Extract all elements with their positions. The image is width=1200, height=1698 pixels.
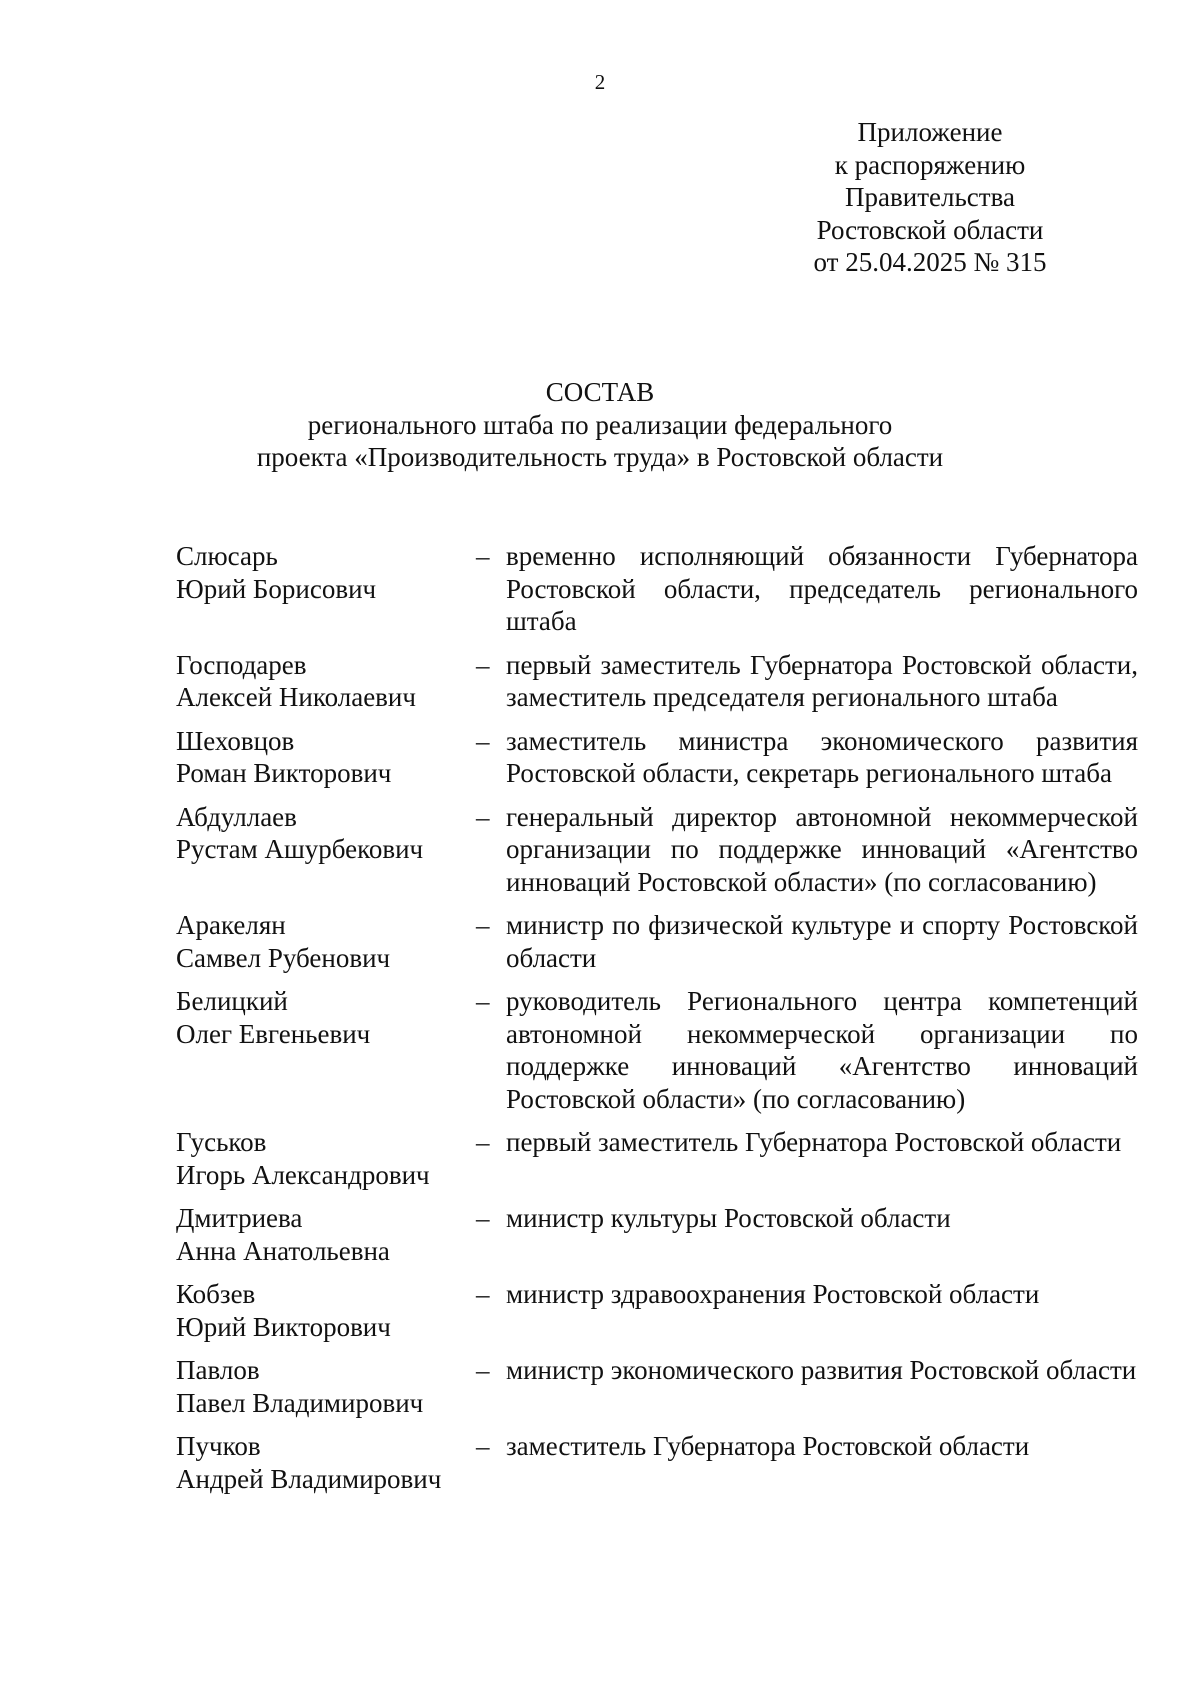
- member-given-name: Андрей Владимирович: [176, 1463, 442, 1494]
- appendix-line: к распоряжению: [834, 149, 1026, 180]
- member-given-name: Роман Викторович: [176, 758, 392, 788]
- member-row: [176, 540, 1138, 638]
- member-name: [176, 909, 476, 974]
- member-role: заместитель Губернатора Ростовской области: [506, 1431, 1030, 1461]
- member-given-name: Рустам Ашурбекович: [176, 834, 424, 864]
- member-row: [176, 1202, 1138, 1267]
- member-surname: Павлов: [176, 1355, 260, 1385]
- member-name: [176, 1354, 476, 1419]
- member-given-name: Игорь Александрович: [176, 1159, 430, 1190]
- member-role: министр здравоохранения Ростовской области: [506, 1279, 1040, 1309]
- member-name: [176, 1202, 476, 1267]
- member-row: [176, 1278, 1138, 1343]
- member-role: министр экономического развития Ростовской области: [506, 1355, 1137, 1385]
- dash-separator: –: [476, 541, 490, 571]
- dash-separator: –: [476, 1127, 490, 1157]
- dash-separator: –: [476, 1431, 490, 1461]
- member-role: первый заместитель Губернатора Ростовской области: [506, 1127, 1122, 1157]
- page-number: 2: [594, 70, 606, 94]
- member-role: руководитель Регионального центра компетенций автономной некоммерческой организации по поддержке инноваций «Агентство инноваций Ростовской области» (по согласованию): [506, 986, 1138, 1114]
- dash-separator: –: [476, 649, 490, 680]
- member-row: [176, 801, 1138, 899]
- dash-separator: –: [476, 910, 490, 940]
- member-surname: Аракелян: [176, 910, 286, 940]
- member-given-name: Алексей Николаевич: [176, 682, 416, 712]
- appendix-line: Ростовской области: [816, 214, 1044, 245]
- member-name: [176, 1278, 476, 1343]
- member-row: [176, 725, 1138, 790]
- member-given-name: Павел Владимирович: [176, 1387, 424, 1418]
- member-surname: Шеховцов: [176, 725, 295, 756]
- appendix-line: от 25.04.2025 № 315: [813, 247, 1047, 277]
- member-given-name: Анна Анатольевна: [176, 1235, 390, 1266]
- member-surname: Пучков: [176, 1431, 261, 1461]
- member-surname: Гуськов: [176, 1127, 267, 1157]
- member-name: [176, 985, 476, 1115]
- appendix-line: Правительства: [845, 182, 1015, 212]
- member-role: генеральный директор автономной некоммерческой организации по поддержке инноваций «Агентство инноваций Ростовской области» (по согласованию): [506, 801, 1138, 897]
- member-role: заместитель министра экономического развития Ростовской области, секретарь регионального штаба: [506, 725, 1138, 788]
- member-surname: Кобзев: [176, 1279, 256, 1309]
- dash-separator: –: [476, 1355, 490, 1385]
- member-given-name: Юрий Викторович: [176, 1311, 391, 1342]
- member-name: [176, 540, 476, 638]
- dash-separator: –: [476, 801, 490, 832]
- member-row: [176, 1430, 1138, 1495]
- dash-separator: –: [476, 1203, 490, 1233]
- title-line: проекта «Производительность труда» в Ростовской области: [256, 442, 944, 472]
- member-given-name: Олег Евгеньевич: [176, 1018, 371, 1049]
- member-given-name: Самвел Рубенович: [176, 942, 391, 973]
- member-row: [176, 985, 1138, 1115]
- member-surname: Господарев: [176, 649, 307, 680]
- member-surname: Абдуллаев: [176, 801, 297, 832]
- member-name: [176, 1430, 476, 1495]
- member-row: [176, 1354, 1138, 1419]
- member-name: [176, 649, 476, 714]
- members-list: [176, 540, 1138, 1506]
- dash-separator: –: [476, 725, 490, 756]
- title-line: регионального штаба по реализации федерального: [307, 409, 893, 440]
- member-role: временно исполняющий обязанности Губернатора Ростовской области, председатель регионального штаба: [506, 541, 1138, 636]
- member-surname: Слюсарь: [176, 541, 278, 571]
- appendix-line: Приложение: [857, 117, 1003, 147]
- dash-separator: –: [476, 986, 490, 1016]
- member-name: [176, 725, 476, 790]
- member-role: первый заместитель Губернатора Ростовской области, заместитель председателя регионального штаба: [506, 649, 1138, 712]
- title-heading: СОСТАВ: [545, 377, 655, 407]
- member-name: [176, 801, 476, 899]
- document-title: [0, 376, 1200, 474]
- member-row: [176, 649, 1138, 714]
- member-surname: Белицкий: [176, 986, 288, 1016]
- member-role: министр культуры Ростовской области: [506, 1203, 951, 1233]
- member-row: [176, 909, 1138, 974]
- member-surname: Дмитриева: [176, 1203, 303, 1233]
- member-row: [176, 1126, 1138, 1191]
- member-role: министр по физической культуре и спорту Ростовской области: [506, 910, 1138, 973]
- appendix-header: [780, 116, 1080, 279]
- member-given-name: Юрий Борисович: [176, 573, 377, 604]
- dash-separator: –: [476, 1279, 490, 1309]
- member-name: [176, 1126, 476, 1191]
